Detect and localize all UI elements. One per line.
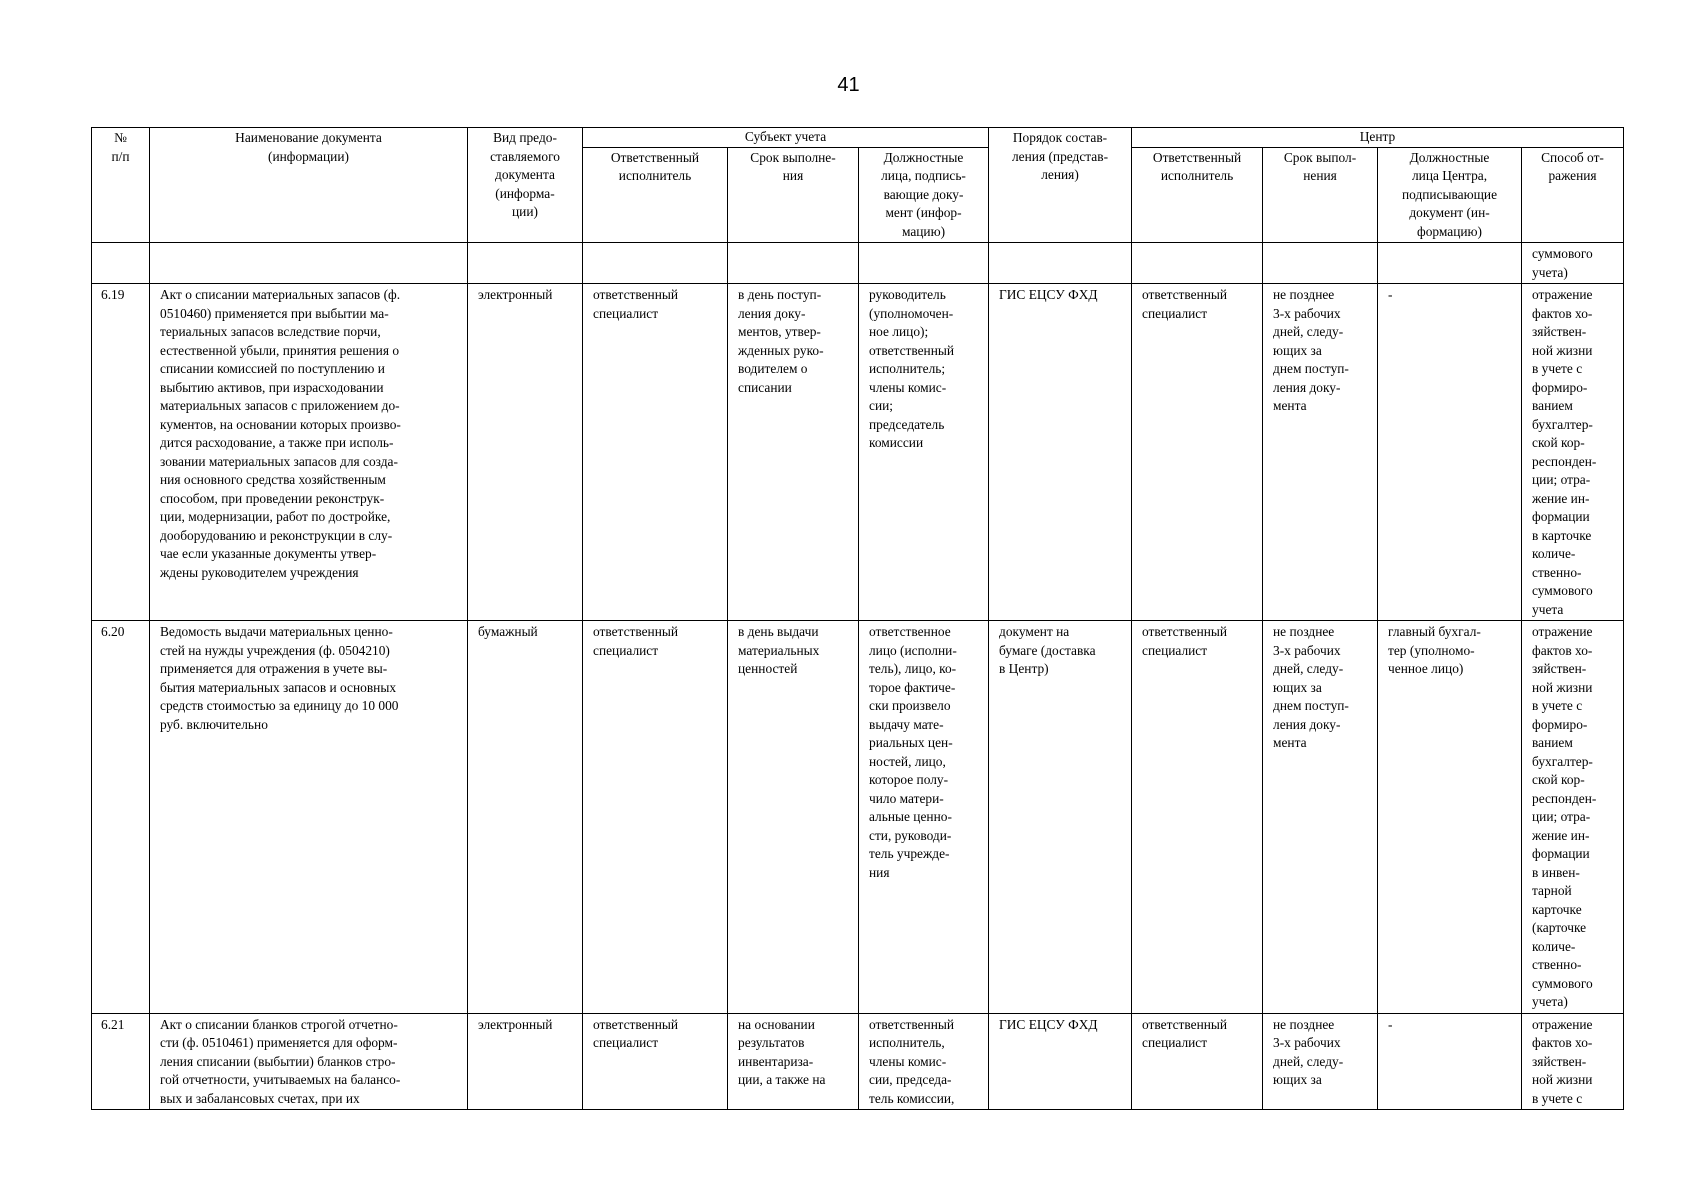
cell-order: ГИС ЕЦСУ ФХД [989, 1013, 1132, 1110]
cell-center-method: отражение фактов хо- зяйствен- ной жизни в учете с [1522, 1013, 1624, 1110]
cell-center-signers [1378, 243, 1522, 284]
cell-subject-executor: ответственный специалист [583, 621, 728, 1014]
cell-subject-term: на основании результатов инвентариза- ции, а также на [728, 1013, 859, 1110]
cell-order [989, 243, 1132, 284]
header-subject-term: Срок выполне- ния [728, 147, 859, 243]
cell-subject-signers: руководитель (уполномочен- ное лицо); ответственный исполнитель; члены комис- сии; председатель комиссии [859, 284, 989, 621]
header-document-kind: Вид предо- ставляемого документа (информа- ции) [468, 128, 583, 243]
table-row [92, 284, 1624, 621]
cell-center-method: отражение фактов хо- зяйствен- ной жизни в учете с формиро- ванием бухгалтер- ской кор- респонден- ции; отра- жение ин- формации в карточке количе- ственно- суммового учета [1522, 284, 1624, 621]
cell-center-term [1263, 243, 1378, 284]
cell-center-executor: ответственный специалист [1132, 284, 1263, 621]
cell-center-signers: - [1378, 284, 1522, 621]
header-row-top [92, 128, 1624, 148]
cell-center-signers: - [1378, 1013, 1522, 1110]
cell-subject-term: в день выдачи материальных ценностей [728, 621, 859, 1014]
cell-center-signers: главный бухгал- тер (уполномо- ченное лицо) [1378, 621, 1522, 1014]
header-center-term: Срок выпол- нения [1263, 147, 1378, 243]
cell-center-term: не позднее 3-х рабочих дней, следу- ющих за днем поступ- ления доку- мента [1263, 621, 1378, 1014]
cell-center-term: не позднее 3-х рабочих дней, следу- ющих за [1263, 1013, 1378, 1110]
cell-num [92, 243, 150, 284]
header-center-method: Способ от- ражения [1522, 147, 1624, 243]
cell-document-kind: электронный [468, 1013, 583, 1110]
header-subject-signers: Должностные лица, подпись- вающие доку- мент (инфор- мацию) [859, 147, 989, 243]
cell-document-name: Акт о списании материальных запасов (ф. 0510460) применяется при выбытии ма- териальных запасов вследствие порчи, естественной убыли, принятия решения о списании комиссией по поступлению и выбытию активов, при израсходовании материальных запасов с приложением до- кументов, на основании которых произво- дится расходование, а также при исполь- зовании материальных запасов для созда- ния основного средства хозяйственным способом, при проведении реконструк- ции, модернизации, работ по достройке, дооборудованию и реконструкции в слу- чае если указанные документы утвер- ждены руководителем учреждения [150, 284, 468, 621]
cell-num: 6.19 [92, 284, 150, 621]
cell-document-kind [468, 243, 583, 284]
document-table [91, 127, 1624, 1110]
header-center-executor: Ответственный исполнитель [1132, 147, 1263, 243]
cell-center-method: отражение фактов хо- зяйствен- ной жизни в учете с формиро- ванием бухгалтер- ской кор- респонден- ции; отра- жение ин- формации в инвен- тарной карточке (карточке количе- ственно- суммового учета) [1522, 621, 1624, 1014]
header-center-signers: Должностные лица Центра, подписывающие документ (ин- формацию) [1378, 147, 1522, 243]
table-row [92, 1013, 1624, 1110]
cell-center-executor: ответственный специалист [1132, 1013, 1263, 1110]
cell-subject-term [728, 243, 859, 284]
header-group-subject: Субъект учета [583, 128, 989, 148]
table-row-continuation [92, 243, 1624, 284]
header-num: № п/п [92, 128, 150, 243]
cell-num: 6.21 [92, 1013, 150, 1110]
cell-document-kind: электронный [468, 284, 583, 621]
cell-center-method: суммового учета) [1522, 243, 1624, 284]
cell-subject-signers [859, 243, 989, 284]
header-document-name: Наименование документа (информации) [150, 128, 468, 243]
cell-document-name: Акт о списании бланков строгой отчетно- сти (ф. 0510461) применяется для оформ- ления списании (выбытии) бланков стро- гой отчетности, учитываемых на балансо- вых и забалансовых счетах, при их [150, 1013, 468, 1110]
cell-num: 6.20 [92, 621, 150, 1014]
cell-document-kind: бумажный [468, 621, 583, 1014]
header-group-center: Центр [1132, 128, 1624, 148]
cell-center-executor: ответственный специалист [1132, 621, 1263, 1014]
cell-subject-executor: ответственный специалист [583, 1013, 728, 1110]
cell-subject-executor: ответственный специалист [583, 284, 728, 621]
page-number: 41 [837, 74, 860, 96]
cell-center-term: не позднее 3-х рабочих дней, следу- ющих за днем поступ- ления доку- мента [1263, 284, 1378, 621]
cell-subject-signers: ответственный исполнитель, члены комис- сии, председа- тель комиссии, [859, 1013, 989, 1110]
cell-order: ГИС ЕЦСУ ФХД [989, 284, 1132, 621]
cell-subject-signers: ответственное лицо (исполни- тель), лицо, ко- торое фактиче- ски произвело выдачу мате- риальных цен- ностей, лицо, которое полу- чило матери- альные ценно- сти, руководи- тель учрежде- ния [859, 621, 989, 1014]
cell-subject-executor [583, 243, 728, 284]
cell-document-name [150, 243, 468, 284]
cell-order: документ на бумаге (доставка в Центр) [989, 621, 1132, 1014]
cell-center-executor [1132, 243, 1263, 284]
cell-document-name: Ведомость выдачи материальных ценно- стей на нужды учреждения (ф. 0504210) применяется для отражения в учете вы- бытия материальных запасов и основных средств стоимостью за единицу до 10 000 руб. включительно [150, 621, 468, 1014]
cell-subject-term: в день поступ- ления доку- ментов, утвер- жденных руко- водителем о списании [728, 284, 859, 621]
header-order: Порядок состав- ления (представ- ления) [989, 128, 1132, 243]
table-row [92, 621, 1624, 1014]
header-subject-executor: Ответственный исполнитель [583, 147, 728, 243]
